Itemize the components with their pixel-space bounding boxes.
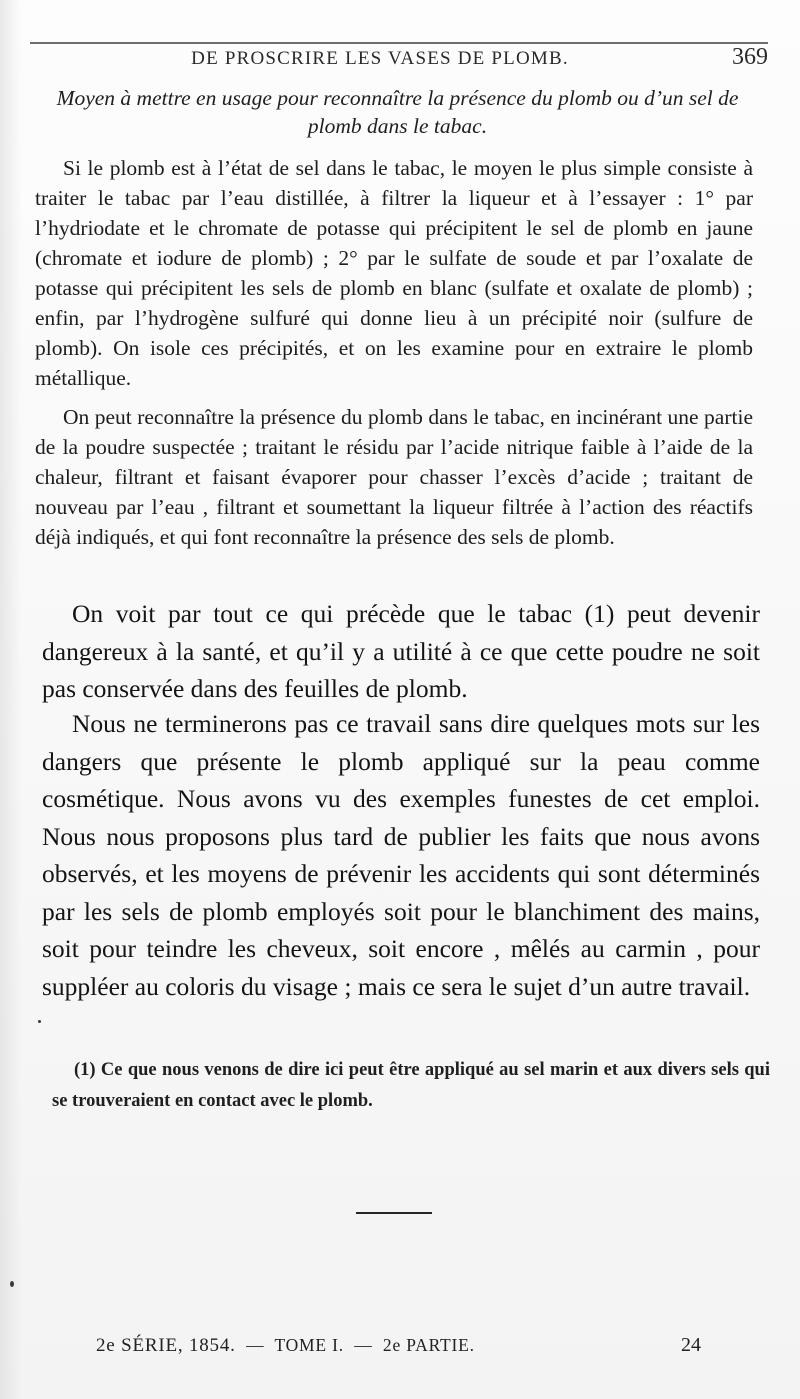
footer-separator-2: — [354,1335,373,1355]
footnote: (1) Ce que nous venons de dire ici peut être appliqué au sel marin et aux divers sels qui se trouveraient en contact avec le plomb. [52,1060,770,1111]
body-paragraph-1: Si le plomb est à l’état de sel dans le tabac, le moyen le plus simple consiste à traiter le tabac par l’eau distillée, à filtrer la liqueur et à l’essayer : 1° par l’hydriodate et le chromate de potasse qui précipitent le sel de plomb en jaune (chromate et iodure de plomb) ; 2° par le sulfate de soude et par l’oxalate de potasse qui précipitent les sels de plomb en blanc (sulfate et oxalate de plomb) ; enfin, par l’hydrogène sulfuré qui donne lieu à un précipité noir (sulfure de plomb). On isole ces précipités, et on les examine pour en extraire le plomb métallique. [35,156,753,390]
ink-speck [38,1020,41,1023]
partie-label: 2e PARTIE. [382,1335,475,1355]
running-head: DE PROSCRIRE LES VASES DE PLOMB. [191,48,569,69]
page-header [35,44,768,86]
page-footer [0,1335,800,1365]
footer-separator-1: — [246,1335,265,1355]
page-number: 369 [732,44,768,70]
printer-signature [96,1335,475,1357]
body-paragraph-4: Nous ne terminerons pas ce travail sans dire quelques mots sur les dangers que présente le plomb appliqué sur la peau comme cosmétique. Nous avons vu des exemples funestes de cet emploi. Nous nous proposons plus tard de publier les faits que nous avons observés, et les moyens de prévenir les accidents qui sont déterminés par les sels de plomb employés soit pour le blanchiment des mains, soit pour teindre les cheveux, soit encore , mêlés au carmin , pour suppléer au coloris du visage ; mais ce sera le sujet d’un autre travail. [42,709,760,1001]
closing-rule [356,1212,432,1214]
tome-label: TOME I. [274,1335,344,1355]
page-edge-shadow [0,0,22,1399]
sheet-number: 24 [681,1334,701,1356]
header-rule [30,42,768,44]
body-paragraph-2: On peut reconnaître la présence du plomb dans le tabac, en incinérant une partie de la poudre suspectée ; traitant le résidu par l’acide nitrique faible à l’aide de la chaleur, filtrant et faisant évaporer pour chasser l’excès d’acide ; traitant de nouveau par l’eau , filtrant et soumettant la liqueur filtrée à l’action des réactifs déjà indiqués, et qui font reconnaître la présence des sels de plomb. [35,405,753,549]
series-label: 2e SÉRIE, 1854. [96,1335,236,1356]
ink-speck [10,1281,14,1287]
body-paragraph-3: On voit par tout ce qui précède que le tabac (1) peut devenir dangereux à la santé, et qu’il y a utilité à ce que cette poudre ne soit pas conservée dans des feuilles de plomb. [42,599,760,703]
section-title: Moyen à mettre en usage pour reconnaître la présence du plomb ou d’un sel de plomb dans le tabac. [56,86,739,138]
